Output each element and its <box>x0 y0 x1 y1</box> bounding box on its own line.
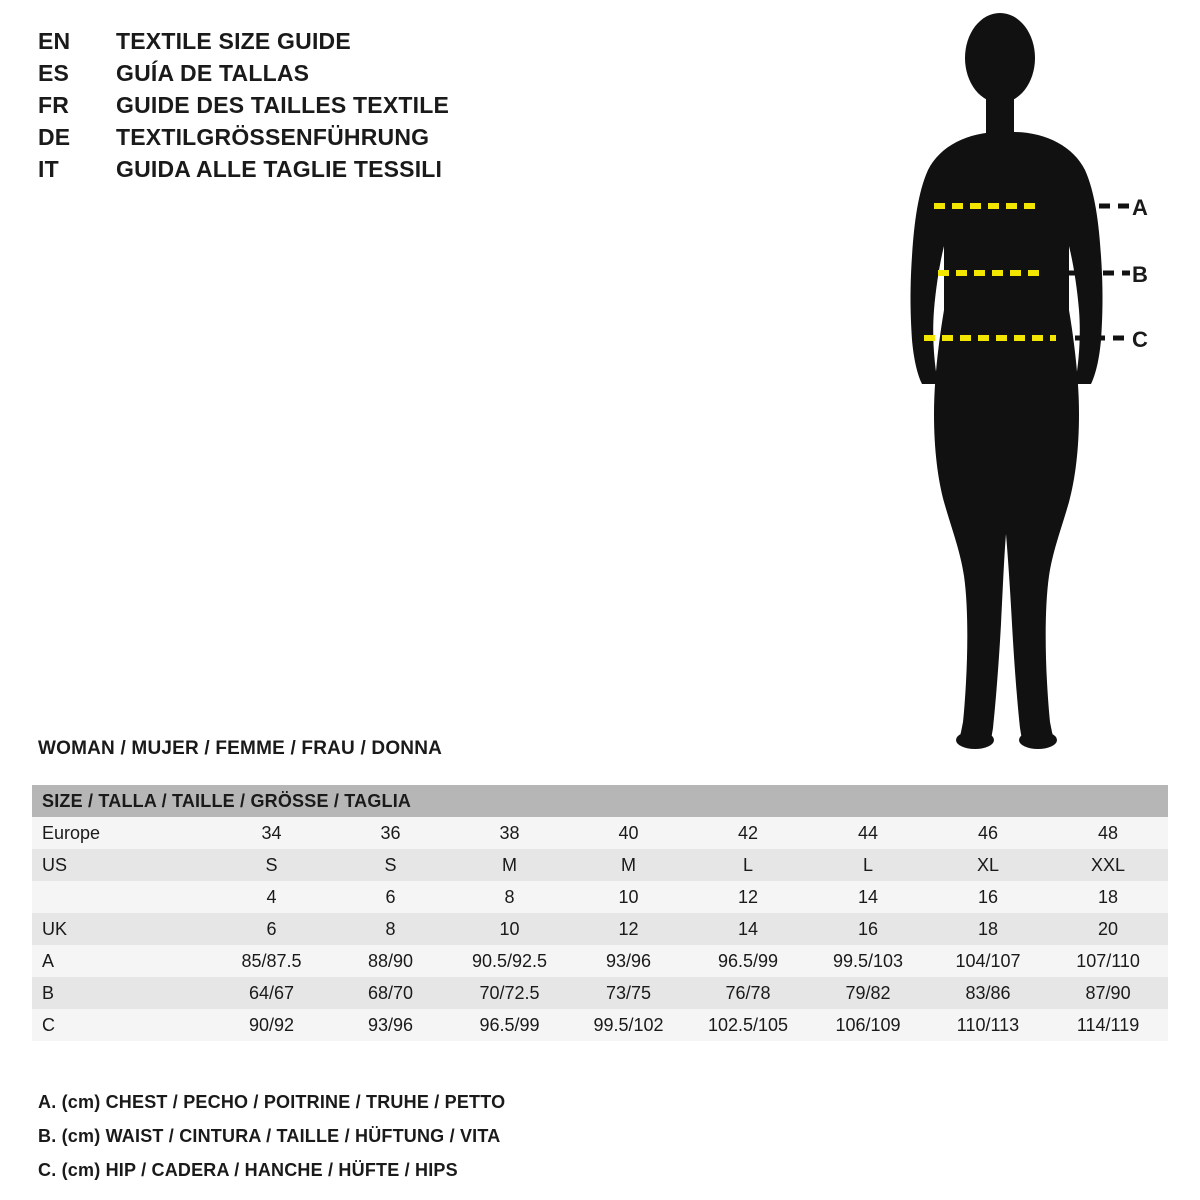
cell: M <box>450 849 569 881</box>
cell: S <box>212 849 331 881</box>
cell: L <box>688 849 808 881</box>
cell: 8 <box>450 881 569 913</box>
cell: 85/87.5 <box>212 945 331 977</box>
footnote-b: B. (cm) WAIST / CINTURA / TAILLE / HÜFTUNG / VITA <box>38 1126 501 1146</box>
title-lang-code: IT <box>38 156 59 182</box>
cell: 99.5/102 <box>569 1009 688 1041</box>
measure-label-c: C <box>1132 327 1148 352</box>
cell: 14 <box>808 881 928 913</box>
cell: L <box>808 849 928 881</box>
title-lang-code: EN <box>38 28 71 54</box>
cell: 36 <box>331 817 450 849</box>
cell: 102.5/105 <box>688 1009 808 1041</box>
body-measurement-figure <box>860 10 1190 750</box>
measure-label-b: B <box>1132 262 1148 287</box>
cell: 76/78 <box>688 977 808 1009</box>
cell: 16 <box>928 881 1048 913</box>
cell: 4 <box>212 881 331 913</box>
cell: 93/96 <box>569 945 688 977</box>
cell: 44 <box>808 817 928 849</box>
cell: 12 <box>688 881 808 913</box>
cell: 96.5/99 <box>688 945 808 977</box>
cell: 106/109 <box>808 1009 928 1041</box>
cell: 40 <box>569 817 688 849</box>
row-label: B <box>32 977 212 1009</box>
cell: 10 <box>450 913 569 945</box>
title-block <box>38 28 658 188</box>
cell: 79/82 <box>808 977 928 1009</box>
table-row <box>32 913 1168 945</box>
row-label <box>32 881 212 913</box>
table-row <box>32 817 1168 849</box>
title-row <box>38 124 658 156</box>
cell: 99.5/103 <box>808 945 928 977</box>
row-label: C <box>32 1009 212 1041</box>
cell: 96.5/99 <box>450 1009 569 1041</box>
measure-label-a: A <box>1132 195 1148 220</box>
cell: 90.5/92.5 <box>450 945 569 977</box>
cell: 38 <box>450 817 569 849</box>
title-lang-code: DE <box>38 124 71 150</box>
cell: 107/110 <box>1048 945 1168 977</box>
title-text: TEXTILE SIZE GUIDE <box>116 28 351 54</box>
size-table <box>32 785 1168 1041</box>
gender-heading: WOMAN / MUJER / FEMME / FRAU / DONNA <box>38 738 443 759</box>
cell: 104/107 <box>928 945 1048 977</box>
cell: 18 <box>928 913 1048 945</box>
cell: 64/67 <box>212 977 331 1009</box>
cell: M <box>569 849 688 881</box>
title-text: GUIDE DES TAILLES TEXTILE <box>116 92 449 118</box>
table-header-row <box>32 785 1168 817</box>
footnote-a: A. (cm) CHEST / PECHO / POITRINE / TRUHE / PETTO <box>38 1092 506 1112</box>
cell: 34 <box>212 817 331 849</box>
female-silhouette-icon <box>860 10 1190 750</box>
cell: 48 <box>1048 817 1168 849</box>
cell: 70/72.5 <box>450 977 569 1009</box>
row-label: A <box>32 945 212 977</box>
title-text: GUIDA ALLE TAGLIE TESSILI <box>116 156 443 182</box>
cell: 83/86 <box>928 977 1048 1009</box>
table-row <box>32 977 1168 1009</box>
cell: 10 <box>569 881 688 913</box>
title-row <box>38 28 658 60</box>
cell: XL <box>928 849 1048 881</box>
cell: XXL <box>1048 849 1168 881</box>
cell: 14 <box>688 913 808 945</box>
footnote-c: C. (cm) HIP / CADERA / HANCHE / HÜFTE / HIPS <box>38 1160 458 1180</box>
cell: 87/90 <box>1048 977 1168 1009</box>
cell: 8 <box>331 913 450 945</box>
title-lang-code: ES <box>38 60 70 86</box>
cell: 20 <box>1048 913 1168 945</box>
row-label: Europe <box>32 817 212 849</box>
cell: S <box>331 849 450 881</box>
cell: 6 <box>212 913 331 945</box>
cell: 68/70 <box>331 977 450 1009</box>
table-row <box>32 945 1168 977</box>
cell: 114/119 <box>1048 1009 1168 1041</box>
cell: 6 <box>331 881 450 913</box>
title-row <box>38 92 658 124</box>
table-row <box>32 849 1168 881</box>
cell: 42 <box>688 817 808 849</box>
row-label: UK <box>32 913 212 945</box>
table-header-label: SIZE / TALLA / TAILLE / GRÖSSE / TAGLIA <box>32 785 1168 817</box>
cell: 12 <box>569 913 688 945</box>
cell: 110/113 <box>928 1009 1048 1041</box>
cell: 18 <box>1048 881 1168 913</box>
title-row <box>38 156 658 188</box>
title-row <box>38 60 658 92</box>
title-text: TEXTILGRÖSSENFÜHRUNG <box>116 124 430 150</box>
row-label: US <box>32 849 212 881</box>
cell: 16 <box>808 913 928 945</box>
table-row <box>32 881 1168 913</box>
cell: 88/90 <box>331 945 450 977</box>
table-row <box>32 1009 1168 1041</box>
cell: 90/92 <box>212 1009 331 1041</box>
cell: 93/96 <box>331 1009 450 1041</box>
cell: 46 <box>928 817 1048 849</box>
cell: 73/75 <box>569 977 688 1009</box>
title-lang-code: FR <box>38 92 70 118</box>
title-text: GUÍA DE TALLAS <box>116 60 310 86</box>
footnotes <box>38 1092 938 1194</box>
